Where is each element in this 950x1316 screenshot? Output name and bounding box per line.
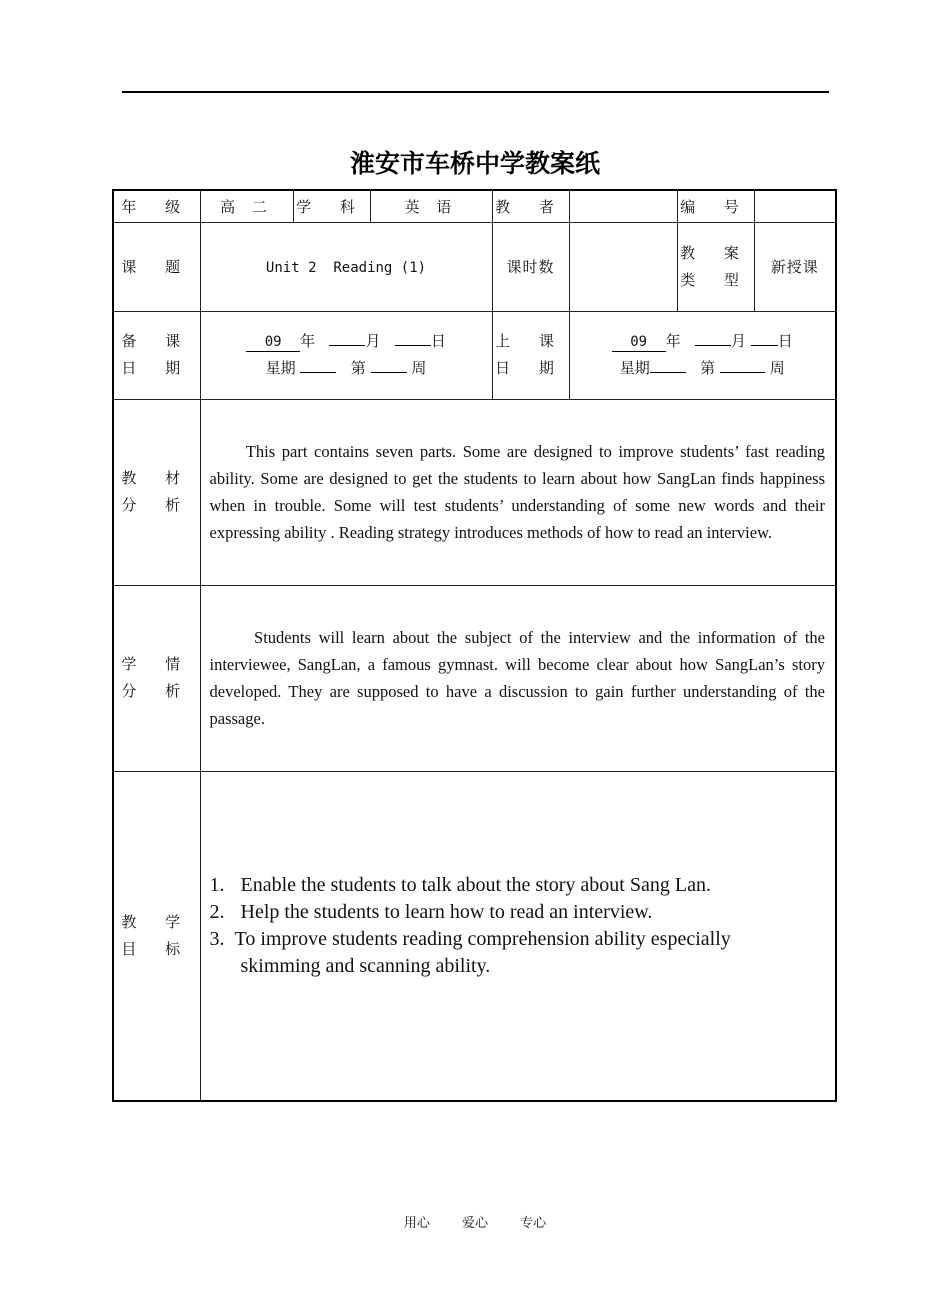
goal-item: 1. Enable the students to talk about the story about Sang Lan.: [209, 873, 711, 896]
row-topic: [113, 222, 836, 311]
prep-date-label: 备 课 日 期: [113, 311, 200, 399]
row-material-analysis: [113, 399, 836, 585]
class-week-field[interactable]: [720, 372, 765, 373]
footer-motto: 专心: [520, 1216, 547, 1231]
material-analysis-label: 教 材 分 析: [113, 399, 200, 585]
row-teaching-goals: [113, 771, 836, 1101]
topic-value: Unit 2 Reading (1): [200, 222, 492, 311]
class-year-field[interactable]: 09: [612, 334, 666, 352]
footer-motto: 爱心: [461, 1216, 488, 1231]
number-value[interactable]: [754, 190, 836, 222]
goal-item: 3. To improve students reading comprehension ability especially skimming and scanning ability.: [209, 927, 731, 977]
class-month-field[interactable]: [695, 345, 731, 346]
goal-item: 2. Help the students to learn how to read an interview.: [209, 900, 653, 923]
row-student-analysis: [113, 585, 836, 771]
plan-type-value: 新授课: [754, 222, 836, 311]
number-label: 编 号: [677, 190, 754, 222]
class-date-line: 09 年 月 日: [570, 328, 836, 355]
subject-value: 英 语: [370, 190, 492, 222]
class-date-value: [569, 311, 836, 399]
prep-day-field[interactable]: [395, 345, 431, 346]
class-date-label: 上 课 日 期: [492, 311, 569, 399]
student-analysis-label: 学 情 分 析: [113, 585, 200, 771]
prep-weekday-field[interactable]: [300, 372, 336, 373]
prep-week-field[interactable]: [371, 372, 407, 373]
row-basic-info: [113, 190, 836, 222]
header-rule: [122, 91, 829, 93]
document-title: 淮安市车桥中学教案纸: [349, 149, 600, 178]
teacher-value[interactable]: [569, 190, 677, 222]
teaching-goals-label: 教 学 目 标: [113, 771, 200, 1101]
material-analysis-text: This part contains seven parts. Some are designed to improve students’ fast reading ability. Some are designed to get the students to learn about how SangLan finds happiness when in trouble. Some will test students’ understanding of some new words and their expressing ability . Reading strategy introduces methods of how to read an interview.: [200, 399, 836, 585]
teacher-label: 教 者: [492, 190, 569, 222]
class-day-field[interactable]: [751, 345, 778, 346]
prep-date-line: 09 年 月 日: [201, 328, 492, 355]
student-analysis-text: Students will learn about the subject of the interview and the information of the interviewee, SangLan, a famous gymnast. will become clear about how SangLan’s story developed. They are supposed to have a discussion to gain further understanding of the passage.: [200, 585, 836, 771]
class-weekday-field[interactable]: [650, 372, 686, 373]
row-dates: [113, 311, 836, 399]
grade-label: 年 级: [113, 190, 200, 222]
prep-year-field[interactable]: 09: [246, 334, 300, 352]
subject-label: 学 科: [293, 190, 370, 222]
topic-label: 课 题: [113, 222, 200, 311]
hours-value[interactable]: [569, 222, 677, 311]
prep-week-line: 星期 第 周: [265, 359, 427, 377]
grade-value: 高 二: [200, 190, 293, 222]
prep-month-field[interactable]: [329, 345, 365, 346]
prep-date-value: [200, 311, 492, 399]
teaching-goals-list: [200, 771, 836, 1101]
plan-type-label: 教 案 类 型: [677, 222, 754, 311]
page-footer: [0, 1212, 950, 1231]
footer-motto: 用心: [403, 1216, 430, 1231]
class-week-line: 星期 第 周: [619, 359, 785, 377]
lesson-plan-table: [112, 189, 837, 1102]
hours-label: 课时数: [492, 222, 569, 311]
